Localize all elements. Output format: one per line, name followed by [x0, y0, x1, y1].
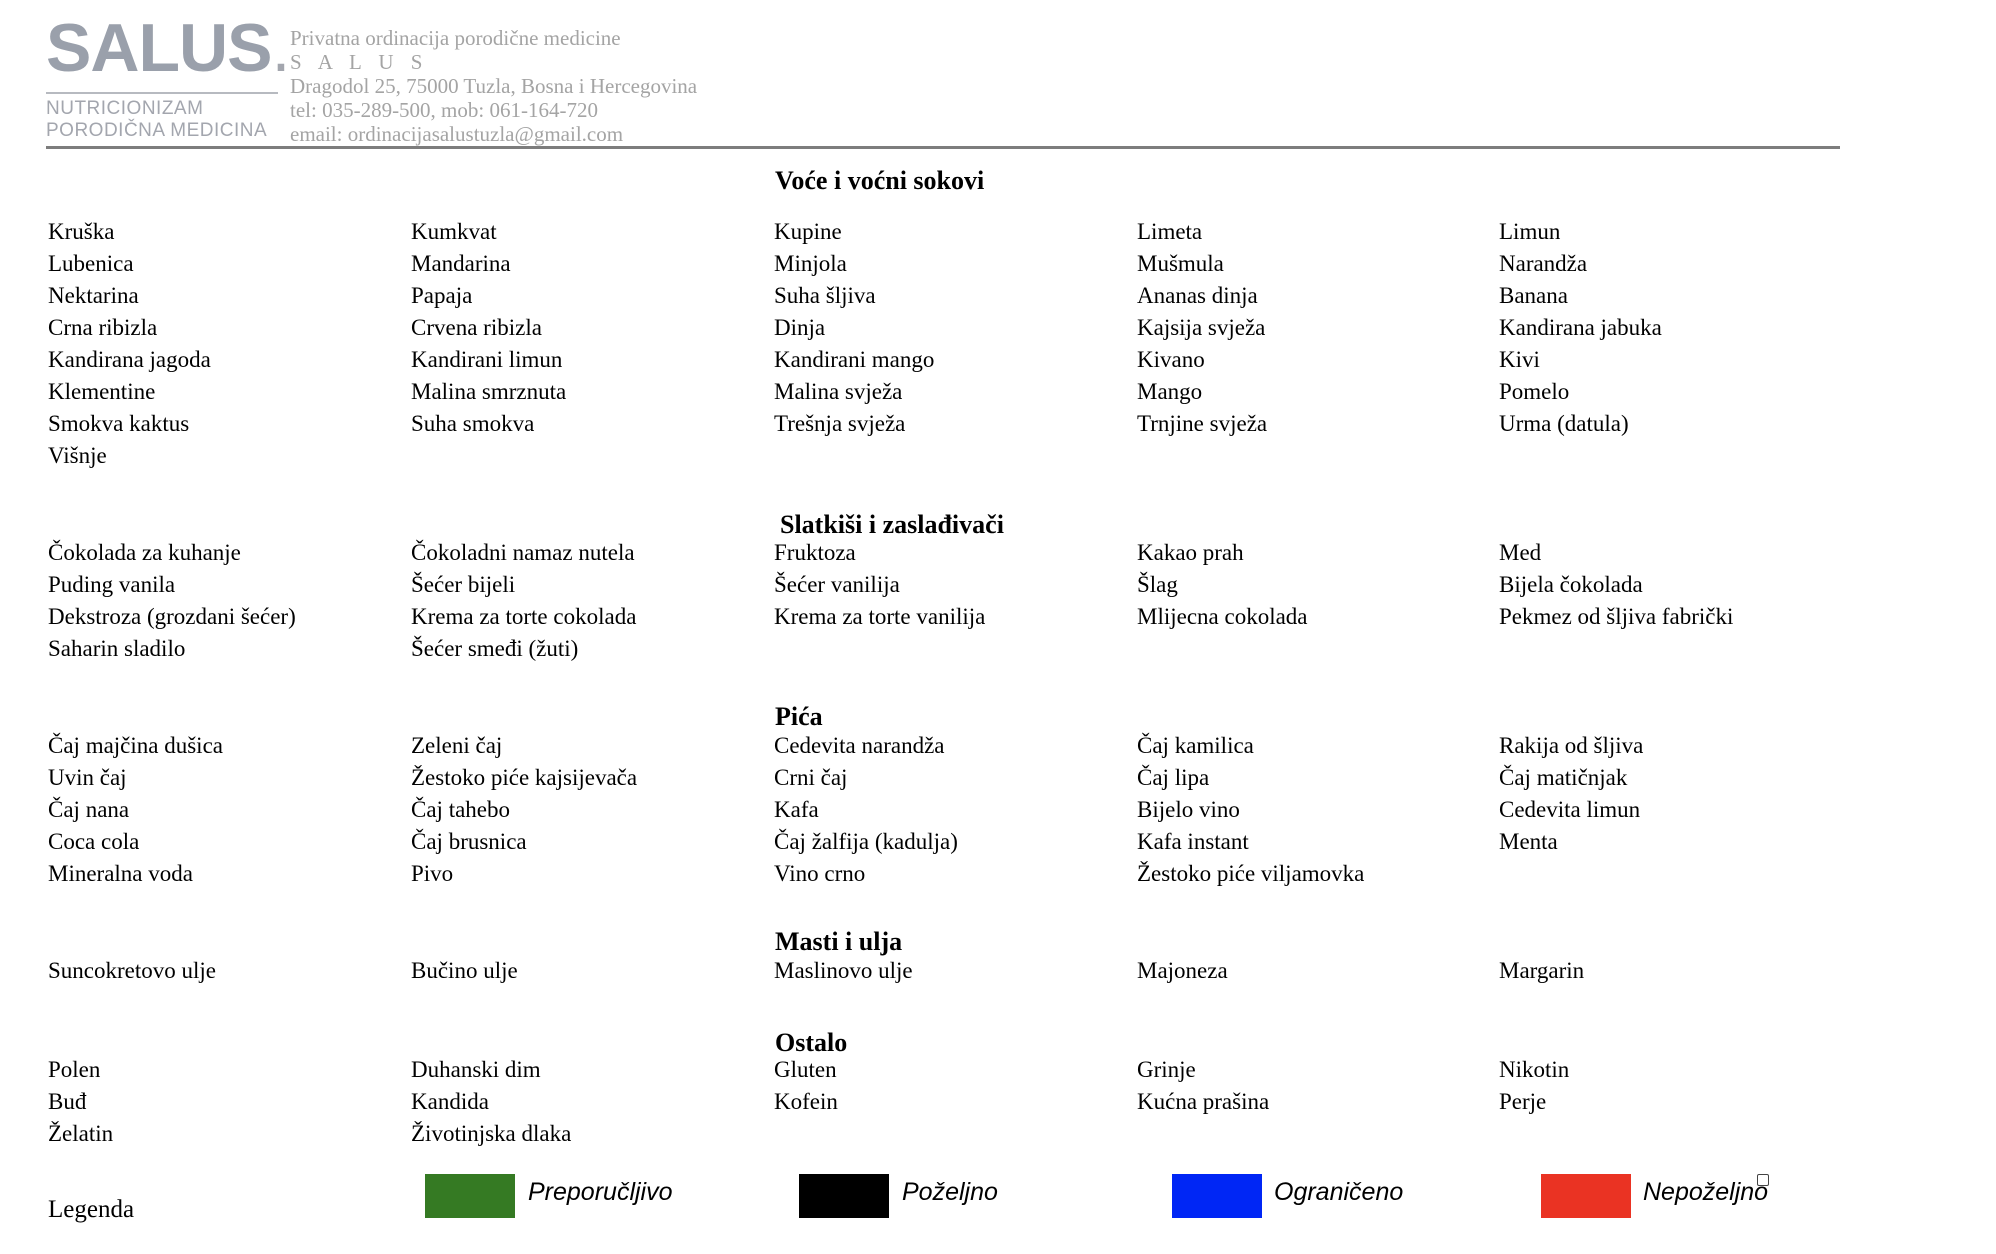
food-item: Čaj žalfija (kadulja) [774, 829, 958, 854]
food-row [48, 281, 1848, 313]
legend-title: Legenda [48, 1196, 135, 1223]
food-row [48, 956, 1848, 988]
food-item: Kafa instant [1137, 829, 1249, 854]
food-item: Pekmez od šljiva fabrički [1499, 604, 1734, 629]
food-item: Papaja [411, 283, 473, 308]
food-item: Crvena ribizla [411, 315, 542, 340]
salus-logo [46, 10, 290, 146]
food-row [48, 1119, 1848, 1151]
food-item: Kandirani limun [411, 347, 563, 372]
food-item: Bijelo vino [1137, 797, 1240, 822]
food-item: Urma (datula) [1499, 411, 1629, 436]
food-item: Bijela čokolada [1499, 572, 1643, 597]
food-item: Rakija od šljiva [1499, 733, 1644, 758]
logo-wordmark: SALUS. [46, 10, 290, 86]
clinic-email: email: ordinacijasalustuzla@gmail.com [290, 122, 624, 146]
legend-label-ograniceno: Ograničeno [1274, 1178, 1404, 1206]
food-item: Šećer smeđi (žuti) [411, 636, 579, 661]
food-item: Želatin [48, 1121, 114, 1146]
food-item: Mandarina [411, 251, 511, 276]
food-item: Nektarina [48, 283, 139, 308]
food-item: Trešnja svježa [774, 411, 906, 436]
food-item: Mineralna voda [48, 861, 193, 886]
food-item: Kandida [411, 1089, 489, 1114]
food-item: Cedevita narandža [774, 733, 945, 758]
food-item: Čaj brusnica [411, 829, 527, 854]
food-item: Margarin [1499, 958, 1585, 983]
page-header [46, 10, 1846, 150]
food-item: Lubenica [48, 251, 134, 276]
food-row [48, 538, 1848, 570]
food-item: Pivo [411, 861, 454, 886]
food-item: Čaj tahebo [411, 797, 510, 822]
food-row [48, 249, 1848, 281]
food-item: Dinja [774, 315, 826, 340]
food-item: Limun [1499, 219, 1561, 244]
food-row [48, 313, 1848, 345]
header-divider [46, 146, 1840, 149]
food-item: Maslinovo ulje [774, 958, 913, 983]
food-item: Žestoko piće kajsijevača [411, 765, 638, 790]
food-item: Minjola [774, 251, 847, 276]
section-grid [48, 538, 1848, 666]
section-grid [48, 217, 1848, 473]
logo-divider [46, 92, 278, 94]
food-item: Banana [1499, 283, 1568, 308]
food-item: Narandža [1499, 251, 1588, 276]
food-item: Kruška [48, 219, 115, 244]
food-row [48, 859, 1848, 891]
food-row [48, 570, 1848, 602]
food-item: Kafa [774, 797, 819, 822]
food-row [48, 1055, 1848, 1087]
logo-subtitle-2: PORODIČNA MEDICINA [46, 120, 268, 141]
section-title-ostalo: Ostalo [775, 1028, 848, 1057]
food-item: Limeta [1137, 219, 1203, 244]
food-item: Kumkvat [411, 219, 497, 244]
food-item: Životinjska dlaka [411, 1121, 572, 1146]
legend-swatch-preporucljivo [425, 1174, 515, 1218]
food-row [48, 795, 1848, 827]
food-item: Gluten [774, 1057, 837, 1082]
food-row [48, 763, 1848, 795]
section-grid [48, 956, 1848, 988]
clinic-phone: tel: 035-289-500, mob: 061-164-720 [290, 98, 598, 122]
food-item: Perje [1499, 1089, 1547, 1114]
food-item: Suha smokva [411, 411, 535, 436]
food-item: Bučino ulje [411, 958, 518, 983]
food-item: Nikotin [1499, 1057, 1570, 1082]
food-row [48, 217, 1848, 249]
legend-label-pozeljno: Poželjno [902, 1178, 998, 1206]
legend-label-nepozeljno: Nepoželjno [1643, 1178, 1769, 1206]
food-item: Čaj kamilica [1137, 733, 1254, 758]
food-item: Čokolada za kuhanje [48, 540, 241, 565]
food-item: Cedevita limun [1499, 797, 1641, 822]
food-item: Ananas dinja [1137, 283, 1258, 308]
food-item: Klementine [48, 379, 156, 404]
food-item: Coca cola [48, 829, 140, 854]
food-item: Kućna prašina [1137, 1089, 1270, 1114]
food-item: Mlijecna cokolada [1137, 604, 1308, 629]
food-item: Majoneza [1137, 958, 1228, 983]
food-item: Crna ribizla [48, 315, 158, 340]
food-item: Čaj lipa [1137, 765, 1210, 790]
food-item: Kakao prah [1137, 540, 1244, 565]
legend-swatch-ograniceno [1172, 1174, 1262, 1218]
section-title-masti-i-ulja: Masti i ulja [775, 927, 903, 956]
section-title-slatkisi-i-zasla-ivaci: Slatkiši i zaslađivači [780, 510, 1004, 539]
food-row [48, 345, 1848, 377]
food-item: Pomelo [1499, 379, 1570, 404]
food-item: Kandirani mango [774, 347, 935, 372]
section-title-voce-i-vocni-sokovi: Voće i voćni sokovi [775, 166, 985, 195]
food-item: Uvin čaj [48, 765, 127, 790]
contact-block [290, 26, 697, 146]
food-item: Smokva kaktus [48, 411, 190, 436]
food-item: Polen [48, 1057, 101, 1082]
food-item: Šlag [1137, 572, 1178, 597]
food-item: Kandirana jagoda [48, 347, 211, 372]
food-item: Šećer bijeli [411, 572, 516, 597]
food-item: Mušmula [1137, 251, 1224, 276]
food-item: Malina svježa [774, 379, 903, 404]
food-item: Čokoladni namaz nutela [411, 540, 635, 565]
food-item: Kupine [774, 219, 842, 244]
food-item: Med [1499, 540, 1542, 565]
food-item: Kivano [1137, 347, 1205, 372]
section-grid [48, 1055, 1848, 1151]
checkbox-marker [1757, 1174, 1769, 1186]
logo-subtitle-1: NUTRICIONIZAM [46, 98, 204, 119]
food-item: Krema za torte vanilija [774, 604, 986, 629]
food-item: Zeleni čaj [411, 733, 503, 758]
food-row [48, 602, 1848, 634]
food-item: Crni čaj [774, 765, 848, 790]
food-row [48, 377, 1848, 409]
legend-swatch-pozeljno [799, 1174, 889, 1218]
food-item: Puding vanila [48, 572, 176, 597]
food-item: Kandirana jabuka [1499, 315, 1662, 340]
food-item: Suncokretovo ulje [48, 958, 216, 983]
food-item: Buđ [48, 1089, 87, 1114]
food-item: Kivi [1499, 347, 1540, 372]
food-item: Suha šljiva [774, 283, 876, 308]
section-grid [48, 731, 1848, 891]
food-item: Mango [1137, 379, 1203, 404]
clinic-name: Privatna ordinacija porodične medicine [290, 26, 621, 50]
food-row [48, 827, 1848, 859]
food-item: Grinje [1137, 1057, 1196, 1082]
food-item: Duhanski dim [411, 1057, 541, 1082]
food-item: Čaj matičnjak [1499, 765, 1628, 790]
food-row [48, 1087, 1848, 1119]
food-item: Kajsija svježa [1137, 315, 1266, 340]
food-item: Saharin sladilo [48, 636, 186, 661]
clinic-short-name: S A L U S [290, 50, 429, 74]
food-row [48, 409, 1848, 441]
food-item: Dekstroza (grozdani šećer) [48, 604, 296, 629]
food-item: Vino crno [774, 861, 866, 886]
food-row [48, 634, 1848, 666]
food-item: Kofein [774, 1089, 838, 1114]
legend-label-preporucljivo: Preporučljivo [528, 1178, 673, 1206]
food-row [48, 441, 1848, 473]
legend-swatch-nepozeljno [1541, 1174, 1631, 1218]
food-item: Menta [1499, 829, 1558, 854]
food-item: Šećer vanilija [774, 572, 900, 597]
food-item: Krema za torte cokolada [411, 604, 637, 629]
food-item: Trnjine svježa [1137, 411, 1268, 436]
food-item: Višnje [48, 443, 107, 468]
food-item: Žestoko piće viljamovka [1137, 861, 1365, 886]
food-item: Fruktoza [774, 540, 856, 565]
section-title-pica: Pića [775, 702, 823, 731]
food-item: Malina smrznuta [411, 379, 567, 404]
clinic-address: Dragodol 25, 75000 Tuzla, Bosna i Hercegovina [290, 74, 698, 98]
food-row [48, 731, 1848, 763]
food-item: Čaj nana [48, 797, 130, 822]
food-item: Čaj majčina dušica [48, 733, 223, 758]
